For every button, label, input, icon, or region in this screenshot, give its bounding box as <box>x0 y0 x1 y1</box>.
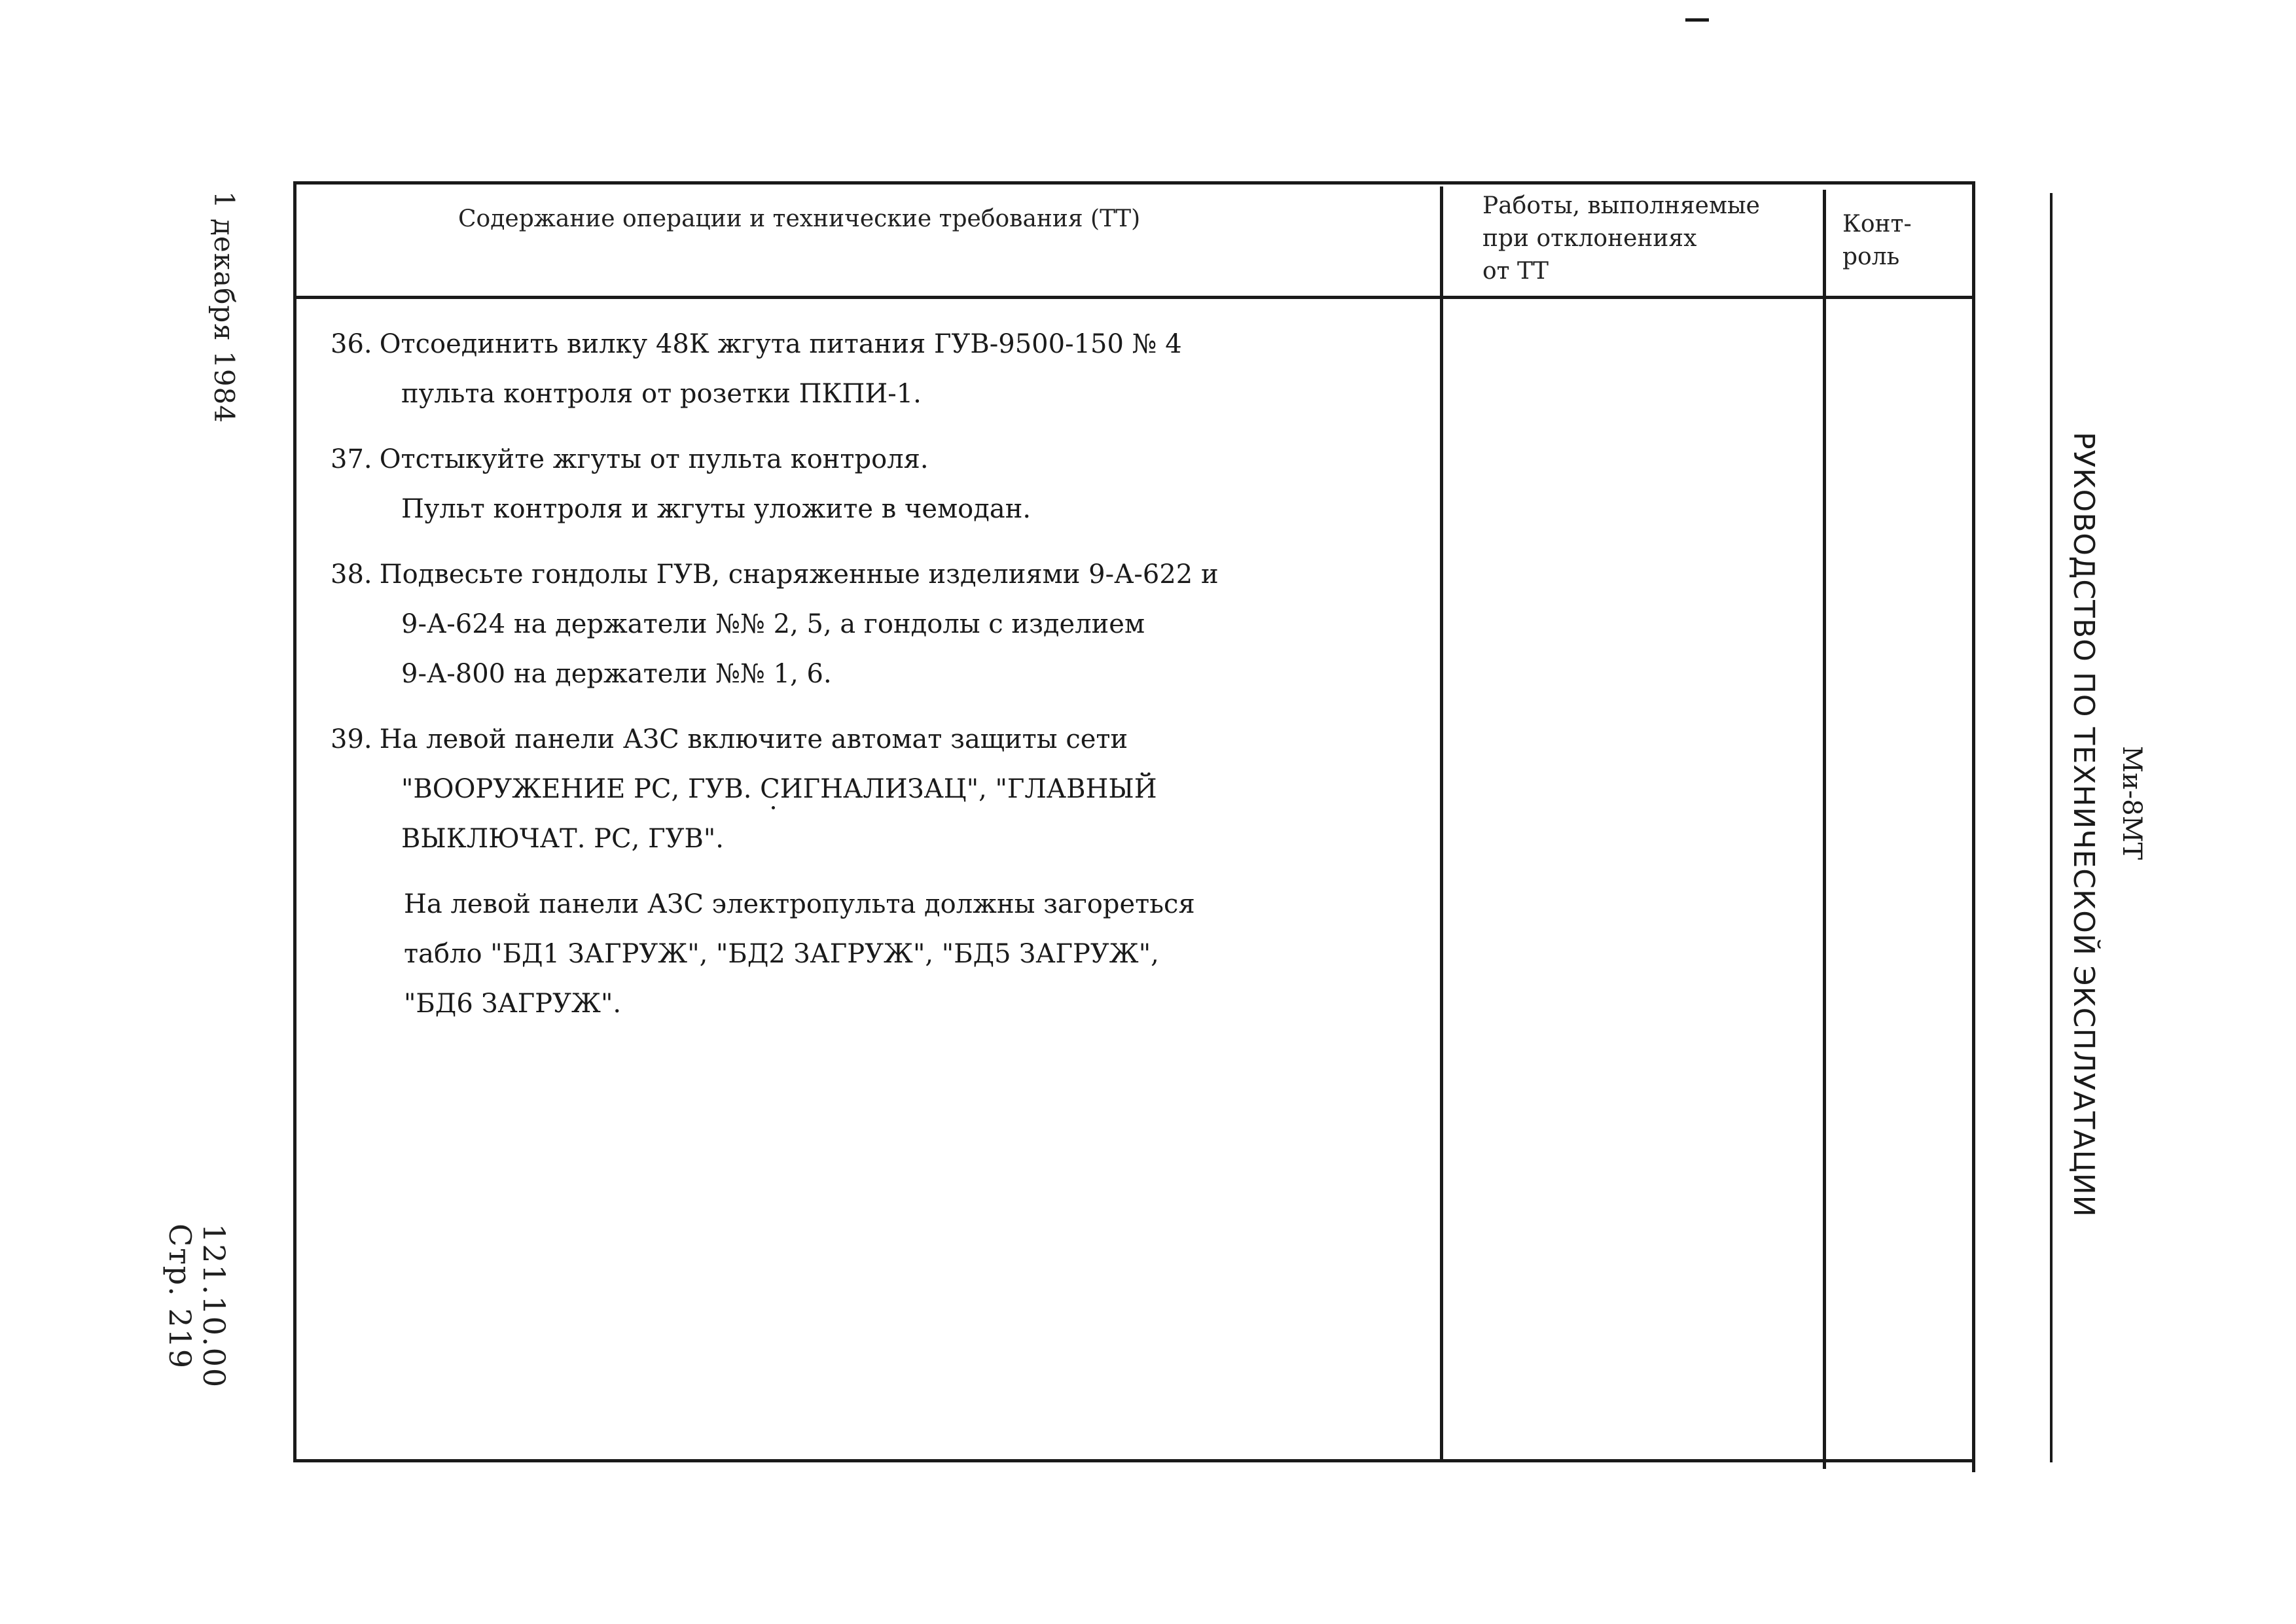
step-text: Отсоединить вилку 48К жгута питания ГУВ-9500-150 № 4 <box>379 329 1182 359</box>
step-text: пульта контроля от розетки ПКПИ-1. <box>401 379 922 409</box>
step-number: 37. <box>331 444 372 474</box>
step-text: "ВООРУЖЕНИЕ РС, ГУВ. СИГНАЛИЗАЦ", "ГЛАВНЫЙ <box>401 774 1157 804</box>
step-37 <box>331 434 1404 534</box>
step-text: 9-А-624 на держатели №№ 2, 5, а гондолы с изделием <box>401 609 1145 639</box>
step-number: 39. <box>331 724 372 754</box>
step-text: Подвесьте гондолы ГУВ, снаряженные изделиями 9-А-622 и <box>379 559 1219 590</box>
aircraft-model: Ми-8МТ <box>2117 746 2147 860</box>
issue-date: 1 декабря 1984 <box>208 191 240 423</box>
operation-steps <box>331 319 1404 1029</box>
header-deviation-line: от ТТ <box>1482 258 1549 285</box>
step-number: 36. <box>331 329 372 359</box>
header-bottom-border <box>293 296 1975 299</box>
document-code: 121.10.00 <box>196 1224 232 1389</box>
header-control-line: Конт- <box>1842 211 1912 238</box>
step-text: Отстыкуйте жгуты от пульта контроля. <box>379 444 929 474</box>
header-control-line: роль <box>1842 243 1900 270</box>
step-text: 9-А-800 на держатели №№ 1, 6. <box>401 659 832 689</box>
table-left-border <box>293 181 296 1462</box>
step-text: На левой панели АЗС включите автомат защиты сети <box>379 724 1128 754</box>
step-38 <box>331 550 1404 699</box>
right-margin-rule <box>2050 193 2053 1462</box>
table-bottom-border <box>293 1459 1975 1462</box>
header-deviation-line: Работы, выполняемые <box>1482 192 1760 219</box>
header-deviation-works <box>1482 190 1823 288</box>
step-text: Пульт контроля и жгуты уложите в чемодан. <box>401 494 1031 524</box>
header-deviation-line: при отклонениях <box>1482 225 1697 252</box>
note-line: "БД6 ЗАГРУЖ". <box>404 989 622 1019</box>
step-note <box>331 879 1404 1029</box>
step-text: ВЫКЛЮЧАТ. РС, ГУВ". <box>401 824 724 854</box>
header-operation-content: Содержание операции и технические требования (ТТ) <box>458 205 1141 232</box>
table-right-border <box>1972 185 1975 1472</box>
note-line: На левой панели АЗС электропульта должны загореться <box>404 889 1195 919</box>
step-36 <box>331 319 1404 419</box>
column-divider-1 <box>1440 186 1443 1462</box>
step-number: 38. <box>331 559 372 590</box>
top-dash-mark <box>1685 18 1709 22</box>
stray-dot-mark <box>772 806 775 809</box>
step-39 <box>331 715 1404 1029</box>
note-line: табло "БД1 ЗАГРУЖ", "БД2 ЗАГРУЖ", "БД5 ЗАГРУЖ", <box>404 939 1159 969</box>
page-number: Стр. 219 <box>162 1224 198 1370</box>
header-control <box>1842 208 1960 274</box>
table-top-border <box>293 181 1975 185</box>
manual-title: РУКОВОДСТВО ПО ТЕХНИЧЕСКОЙ ЭКСПЛУАТАЦИИ <box>2067 432 2100 1218</box>
column-divider-2 <box>1823 190 1826 1469</box>
